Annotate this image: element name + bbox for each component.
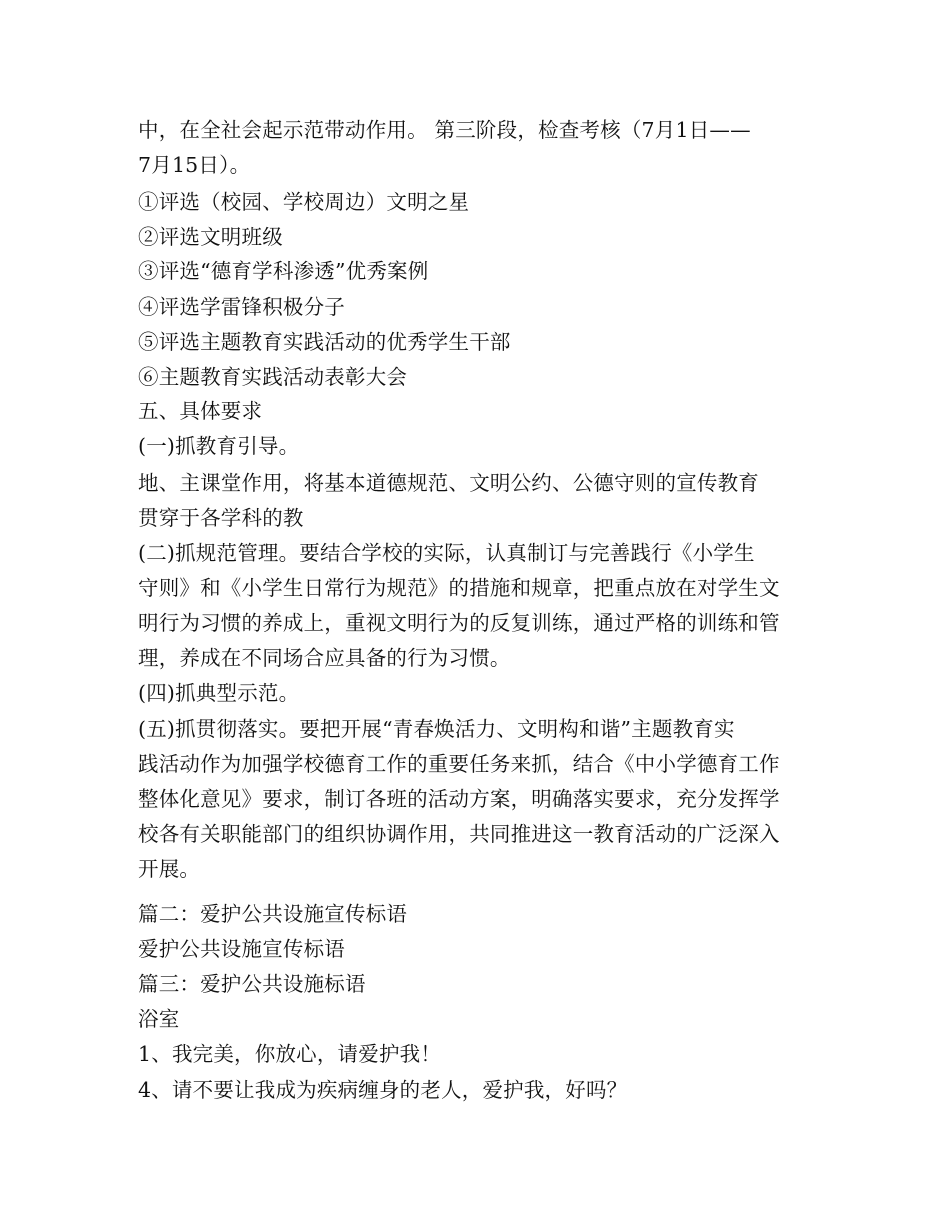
- text-line: 爱护公共设施宣传标语: [138, 937, 345, 961]
- text-line: 浴室: [138, 1007, 180, 1031]
- text-line: 开展。: [138, 857, 201, 881]
- text-line: 7月15日）。: [138, 153, 251, 177]
- text-line: 校各有关职能部门的组织协调作用，共同推进这一教育活动的广泛深入: [138, 822, 780, 846]
- text-line: 地、主课堂作用，将基本道德规范、文明公约、公德守则的宣传教育: [138, 471, 759, 495]
- text-line: ⑤评选主题教育实践活动的优秀学生干部: [138, 330, 511, 354]
- text-line: 理，养成在不同场合应具备的行为习惯。: [138, 646, 511, 670]
- text-line: (二)抓规范管理。要结合学校的实际，认真制订与完善践行《小学生: [138, 541, 755, 565]
- text-line: 1、我完美，你放心，请爱护我！: [138, 1042, 442, 1066]
- text-line: ①评选（校园、学校周边）文明之星: [138, 190, 470, 214]
- article-heading: 篇二：爱护公共设施宣传标语: [138, 902, 408, 926]
- text-line: ③评选“德育学科渗透”优秀案例: [138, 259, 429, 283]
- text-line: 整体化意见》要求，制订各班的活动方案，明确落实要求，充分发挥学: [138, 787, 780, 811]
- text-line: 4、请不要让我成为疾病缠身的老人，爱护我，好吗？: [138, 1078, 628, 1102]
- text-line: 践活动作为加强学校德育工作的重要任务来抓，结合《中小学德育工作: [138, 752, 780, 776]
- text-line: 明行为习惯的养成上，重视文明行为的反复训练，通过严格的训练和管: [138, 611, 780, 635]
- text-line: ⑥主题教育实践活动表彰大会: [138, 365, 408, 389]
- text-line: 中，在全社会起示范带动作用。 第三阶段，检查考核（7月1日——: [138, 118, 751, 142]
- article-heading: 篇三：爱护公共设施标语: [138, 972, 366, 996]
- text-line: 守则》和《小学生日常行为规范》的措施和规章，把重点放在对学生文: [138, 576, 780, 600]
- text-line: (四)抓典型示范。: [138, 681, 300, 705]
- text-line: ②评选文明班级: [138, 225, 283, 249]
- section-heading: 五、具体要求: [138, 399, 263, 423]
- text-line: ④评选学雷锋积极分子: [138, 295, 345, 319]
- text-line: (一)抓教育引导。: [138, 434, 300, 458]
- text-line: 贯穿于各学科的教: [138, 506, 304, 530]
- text-line: (五)抓贯彻落实。要把开展“青春焕活力、文明构和谐”主题教育实: [138, 717, 735, 741]
